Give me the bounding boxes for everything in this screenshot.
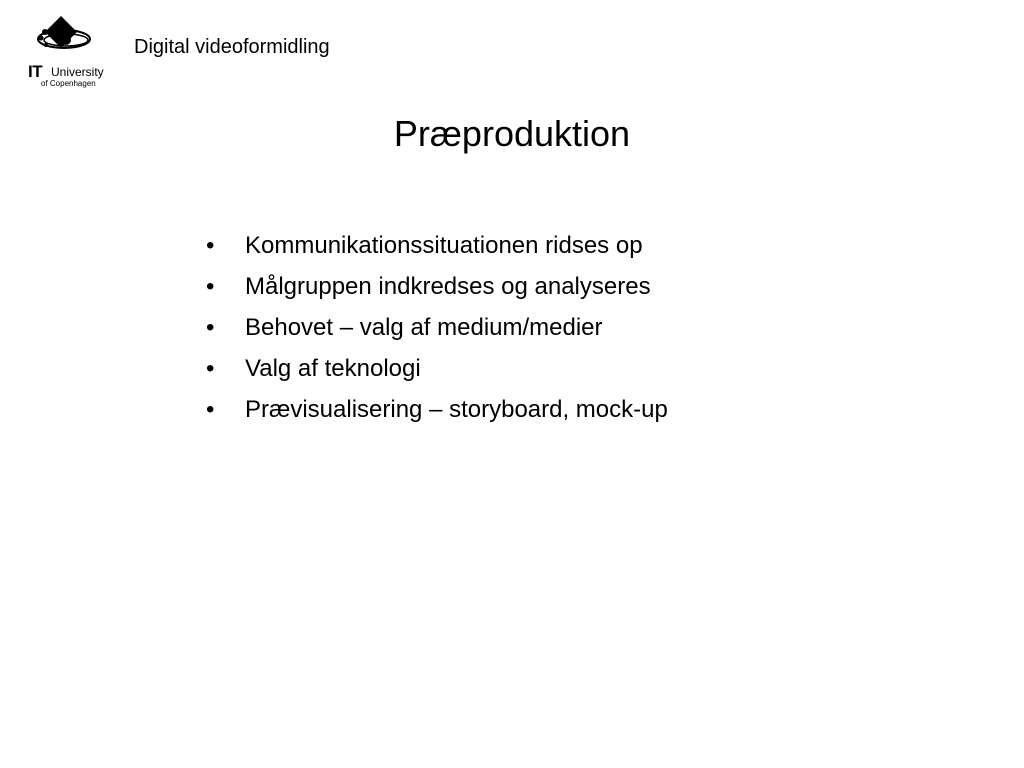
bullet-text: Målgruppen indkredses og analyseres bbox=[245, 273, 651, 300]
logo-copenhagen-text: of Copenhagen bbox=[41, 79, 96, 88]
bullet-text: Valg af teknologi bbox=[245, 355, 421, 382]
bullet-text: Prævisualisering – storyboard, mock-up bbox=[245, 396, 668, 423]
bullet-icon: • bbox=[206, 273, 215, 300]
slide-title: Præproduktion bbox=[393, 113, 631, 154]
bullet-item bbox=[206, 348, 668, 389]
bullet-icon: • bbox=[206, 396, 215, 423]
logo-university-text: University bbox=[51, 65, 104, 79]
course-title: Digital videoformidling bbox=[134, 36, 330, 58]
logo-emblem-icon bbox=[26, 14, 96, 64]
bullet-icon: • bbox=[206, 314, 215, 341]
bullet-item bbox=[206, 225, 668, 266]
bullet-text: Behovet – valg af medium/medier bbox=[245, 314, 603, 341]
it-university-logo bbox=[26, 14, 132, 90]
bullet-icon: • bbox=[206, 355, 215, 382]
bullet-item bbox=[206, 307, 668, 348]
bullet-item bbox=[206, 389, 668, 430]
bullet-text: Kommunikationssituationen ridses op bbox=[245, 232, 643, 259]
bullet-icon: • bbox=[206, 232, 215, 259]
bullet-item bbox=[206, 266, 668, 307]
bullet-list bbox=[206, 225, 668, 430]
logo-it-text: IT bbox=[28, 62, 43, 81]
